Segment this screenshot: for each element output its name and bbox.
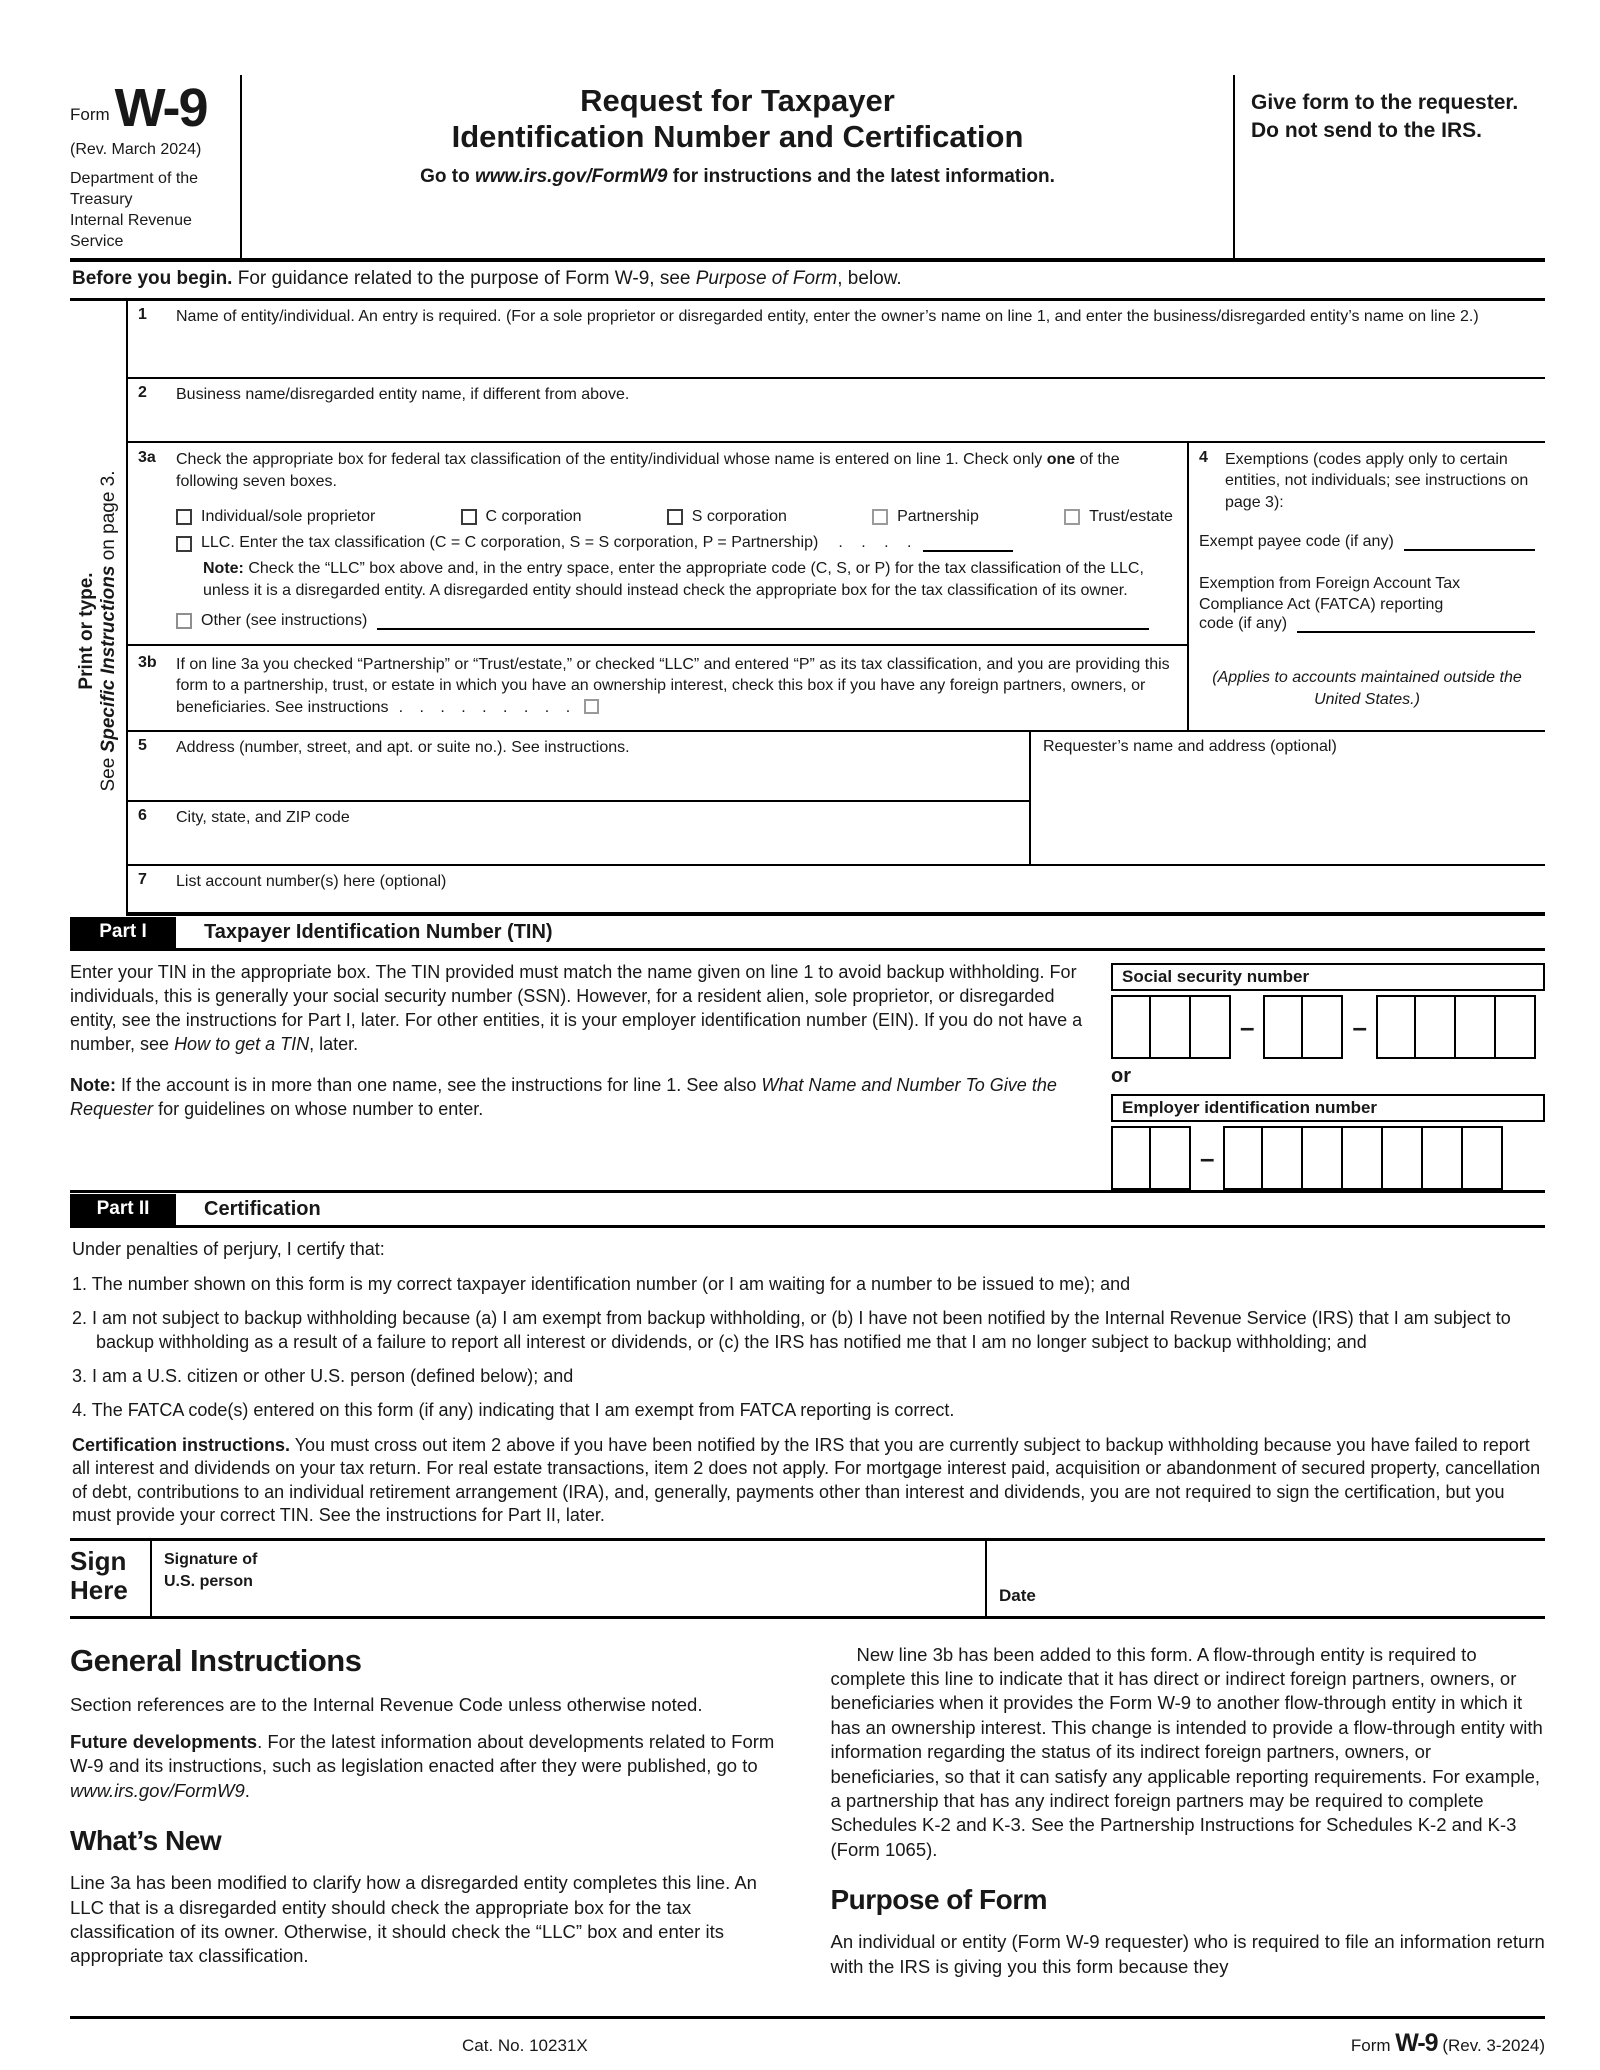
applies-note: (Applies to accounts maintained outside the United States.) bbox=[1212, 669, 1522, 708]
line6-label: City, state, and ZIP code bbox=[176, 809, 350, 827]
date-area[interactable] bbox=[985, 1541, 1545, 1615]
before-you-begin: Before you begin. For guidance related to the purpose of Form W-9, see Purpose of Form, below. bbox=[70, 262, 1545, 301]
line1-label: Name of entity/individual. An entry is required. (For a sole proprietor or disregarded entity, enter the owner’s name on line 1, and enter the business/disregarded entity’s name on line 2.) bbox=[176, 308, 1479, 326]
checkbox-s-corporation[interactable] bbox=[667, 509, 683, 525]
line7-account-numbers-input[interactable] bbox=[446, 871, 1535, 912]
line3a-section bbox=[128, 443, 1187, 730]
classification-llc bbox=[176, 534, 1177, 552]
line3-row bbox=[128, 443, 1545, 732]
form-body bbox=[70, 301, 1545, 916]
line7-number: 7 bbox=[138, 871, 147, 889]
department-lines bbox=[70, 169, 230, 252]
line7-label: List account number(s) here (optional) bbox=[176, 873, 447, 891]
exempt-payee-row bbox=[1199, 533, 1535, 551]
line3b-number: 3b bbox=[138, 653, 157, 671]
line5-row bbox=[128, 732, 1029, 802]
classification-other bbox=[176, 612, 1149, 630]
dot-leader: . . . . bbox=[838, 534, 912, 552]
ein-cell[interactable] bbox=[1111, 1126, 1151, 1190]
part2-title: Certification bbox=[204, 1198, 321, 1221]
new-line-3b-paragraph: New line 3b has been added to this form. A flow-through entity is required to complete this line to indicate that it has direct or indirect foreign partners, owners, or beneficiaries when it provides the Form W-9 to another flow-through entity in which it has an ownership interest. This change is intended to provide a flow-through entity with information regarding the status of its indirect foreign partners, owners, or beneficiaries, so that it can satisfy any applicable reporting requirements. For example, a partnership that has any indirect foreign partners may be required to complete Schedules K-2 and K-3. See the Partnership Instructions for Schedules K-2 and K-3 (Form 1065). bbox=[830, 1643, 1543, 1860]
ssn-cell[interactable] bbox=[1263, 995, 1303, 1059]
purpose-of-form-paragraph: An individual or entity (Form W-9 requester) who is required to file an information return with the IRS is giving you this form because they bbox=[830, 1931, 1545, 1977]
ein-dash: – bbox=[1200, 1142, 1215, 1173]
part2-header bbox=[70, 1194, 1545, 1228]
line6-row bbox=[128, 802, 1029, 864]
other-label: Other (see instructions) bbox=[201, 611, 368, 629]
certification-instructions: Certification instructions. You must cross out item 2 above if you have been notified by the IRS that you are currently subject to backup withholding because you have failed to report all interest and dividends on your tax return. For real estate transactions, item 2 does not apply. For mortgage interest paid, acquisition or abandonment of secured property, cancellation of debt, contributions to an individual retirement arrangement (IRA), and, generally, payments other than interest and dividends, you are not required to sign the certification, but you must provide your correct TIN. See the instructions for Part II, later. bbox=[72, 1434, 1541, 1525]
line2-row bbox=[128, 379, 1545, 443]
ssn-cell[interactable] bbox=[1456, 995, 1496, 1059]
checkbox-label: C corporation bbox=[485, 508, 582, 526]
ein-cell[interactable] bbox=[1263, 1126, 1303, 1190]
classification-s-corporation bbox=[667, 508, 787, 526]
signature-area[interactable] bbox=[150, 1541, 985, 1615]
form-header bbox=[70, 75, 1545, 262]
part2-body bbox=[70, 1228, 1545, 1527]
checkbox-individual-sole-proprietor[interactable] bbox=[176, 509, 192, 525]
ssn-cell[interactable] bbox=[1496, 995, 1536, 1059]
line5-number: 5 bbox=[138, 737, 147, 755]
fatca-row bbox=[1199, 615, 1535, 633]
llc-label: LLC. Enter the tax classification (C = C corporation, S = S corporation, P = Partnership) bbox=[201, 534, 819, 552]
fatca-code-input[interactable] bbox=[1297, 619, 1535, 633]
page-footer bbox=[70, 2016, 1545, 2058]
tax-classification-checkboxes bbox=[176, 508, 1173, 526]
instructions-right-column bbox=[831, 1643, 1546, 1992]
line1-number: 1 bbox=[138, 306, 147, 324]
form-number: W-9 bbox=[114, 78, 207, 138]
instructions-left-column bbox=[70, 1643, 785, 1992]
ssn-cell[interactable] bbox=[1191, 995, 1231, 1059]
exempt-payee-label: Exempt payee code (if any) bbox=[1199, 532, 1394, 550]
ssn-dash: – bbox=[1352, 1011, 1367, 1042]
ssn-cell[interactable] bbox=[1111, 995, 1151, 1059]
give-form-notice: Give form to the requester. Do not send to the IRS. bbox=[1233, 75, 1545, 258]
form-word: Form bbox=[70, 105, 110, 125]
fatca-label-line2: code (if any) bbox=[1199, 614, 1288, 632]
line4-label: Exemptions (codes apply only to certain entities, not individuals; see instructions on page 3): bbox=[1225, 451, 1529, 511]
ein-cell[interactable] bbox=[1463, 1126, 1503, 1190]
line1-name-input[interactable] bbox=[1479, 306, 1535, 377]
catalog-number: Cat. No. 10231X bbox=[462, 2036, 588, 2056]
ssn-dash: – bbox=[1240, 1011, 1255, 1042]
part1-header bbox=[70, 917, 1545, 951]
ein-cell[interactable] bbox=[1223, 1126, 1263, 1190]
tin-entry-area bbox=[1111, 961, 1545, 1190]
irs-url: www.irs.gov/FormW9 bbox=[70, 1779, 245, 1801]
checkbox-other[interactable] bbox=[176, 613, 192, 629]
signature-label-line2: U.S. person bbox=[164, 1572, 253, 1590]
ssn-cell[interactable] bbox=[1376, 995, 1416, 1059]
part1-label: Part I bbox=[70, 917, 176, 948]
tin-paragraph: Enter your TIN in the appropriate box. The TIN provided must match the name given on line 1 to avoid backup withholding. For individuals, this is generally your social security number (SSN). However, for a resident alien, sole proprietor, or disregarded entity, see the instructions for Part I, later. For other entities, it is your employer identification number (EIN). If you do not have a number, see How to get a TIN, later. bbox=[70, 962, 1083, 1054]
irs-url: www.irs.gov/FormW9 bbox=[474, 166, 668, 188]
line4-number: 4 bbox=[1199, 449, 1208, 467]
classification-partnership bbox=[872, 508, 979, 526]
certification-item-1: 1. The number shown on this form is my correct taxpayer identification number (or I am waiting for a number to be issued to me); and bbox=[72, 1273, 1131, 1294]
line2-business-name-input[interactable] bbox=[629, 384, 1535, 441]
fatca-label-line1: Exemption from Foreign Account Tax Compliance Act (FATCA) reporting bbox=[1199, 574, 1461, 613]
requester-box[interactable] bbox=[1029, 732, 1545, 864]
ssn-boxes bbox=[1111, 995, 1545, 1059]
purpose-of-form-heading: Purpose of Form bbox=[830, 1884, 1048, 1916]
tin-note-paragraph: Note: If the account is in more than one name, see the instructions for line 1. See also What Name and Number To Give the Requester for guidelines on whose number to enter. bbox=[70, 1075, 1057, 1120]
part2-label: Part II bbox=[70, 1194, 176, 1225]
section-references-paragraph: Section references are to the Internal Revenue Code unless otherwise noted. bbox=[70, 1693, 703, 1715]
instructions-section bbox=[70, 1619, 1545, 1992]
classification-individual bbox=[176, 508, 375, 526]
form-title-block bbox=[242, 75, 1233, 258]
part1-title: Taxpayer Identification Number (TIN) bbox=[204, 921, 553, 944]
certification-item-4: 4. The FATCA code(s) entered on this form (if any) indicating that I am exempt from FATCA reporting is correct. bbox=[72, 1400, 955, 1421]
certification-item-3: 3. I am a U.S. citizen or other U.S. person (defined below); and bbox=[72, 1366, 574, 1387]
whats-new-paragraph: Line 3a has been modified to clarify how a disregarded entity completes this line. An LLC that is a disregarded entity should check the appropriate box for the tax classification of its owner. Otherwise, it should check the “LLC” box and enter its appropriate tax classification. bbox=[70, 1872, 757, 1967]
signature-label-line1: Signature of bbox=[164, 1551, 258, 1569]
date-label: Date bbox=[999, 1585, 1036, 1605]
line3a-instructions: Check the appropriate box for federal tax classification of the entity/individual whose name is entered on line 1. Check only one of the following seven boxes. bbox=[176, 451, 1120, 490]
ein-label: Employer identification number bbox=[1111, 1094, 1545, 1122]
or-label: or bbox=[1111, 1065, 1131, 1088]
checkbox-trust-estate[interactable] bbox=[1064, 509, 1080, 525]
page-title: Request for Taxpayer Identification Number and Certification bbox=[451, 83, 1024, 154]
sidebar-rotated-text: Print or type. See Specific Instructions on page 3. bbox=[76, 351, 120, 911]
form-reference: Form W-9 (Rev. 3-2024) bbox=[1350, 2029, 1545, 2058]
line5-6-row bbox=[128, 732, 1545, 866]
checkbox-partnership[interactable] bbox=[872, 509, 888, 525]
form-rows bbox=[126, 301, 1545, 916]
line5-label: Address (number, street, and apt. or suite no.). See instructions. bbox=[176, 739, 630, 757]
department-line1: Department of the Treasury bbox=[70, 170, 199, 208]
whats-new-heading: What’s New bbox=[70, 1825, 222, 1857]
other-input[interactable] bbox=[377, 616, 1149, 630]
part1-body bbox=[70, 951, 1545, 1193]
llc-note: Note: Check the “LLC” box above and, in the entry space, enter the appropriate code (C, S, or P) for the tax classification of the LLC, unless it is a disregarded entity. A disregarded entity should instead check the appropriate box for the tax classification of its owner. bbox=[203, 560, 1144, 600]
form-revision: (Rev. March 2024) bbox=[70, 141, 202, 159]
line3b-text: If on line 3a you checked “Partnership” or “Trust/estate,” or checked “LLC” and entered “P” as its tax classification, and you are providing this form to a partnership, trust, or estate in which you have an ownership interest, check this box if you have any foreign partners, owners, or beneficiaries. See instructions . . . . . . . . . bbox=[176, 655, 1170, 716]
line2-number: 2 bbox=[138, 384, 147, 402]
checkbox-label: Trust/estate bbox=[1089, 508, 1173, 526]
line4-section bbox=[1187, 443, 1545, 730]
classification-c-corporation bbox=[461, 508, 582, 526]
department-line2: Internal Revenue Service bbox=[70, 211, 192, 250]
line3a-number: 3a bbox=[138, 449, 156, 467]
sign-here-section bbox=[70, 1538, 1545, 1618]
line5-address-input[interactable] bbox=[630, 737, 1019, 800]
checkbox-llc[interactable] bbox=[176, 536, 192, 552]
sidebar-print-or-type bbox=[70, 301, 126, 916]
ssn-cell[interactable] bbox=[1416, 995, 1456, 1059]
dot-leader: . . . . . . . . . bbox=[398, 698, 571, 716]
exempt-payee-code-input[interactable] bbox=[1404, 537, 1535, 551]
ein-cell[interactable] bbox=[1151, 1126, 1191, 1190]
checkbox-c-corporation[interactable] bbox=[461, 509, 477, 525]
line2-label: Business name/disregarded entity name, if different from above. bbox=[176, 386, 630, 404]
line3b-section bbox=[128, 644, 1187, 731]
sign-here-label: Sign Here bbox=[70, 1546, 128, 1606]
ssn-cell[interactable] bbox=[1151, 995, 1191, 1059]
checkbox-label: Partnership bbox=[897, 508, 979, 526]
checkbox-label: S corporation bbox=[691, 508, 787, 526]
certification-item-2: 2. I am not subject to backup withholding because (a) I am exempt from backup withholding, or (b) I have not been notified by the Internal Revenue Service (IRS) that I am subject to backup withholding as a result of a failure to report all interest or dividends, or (c) the IRS has notified me that I am no longer subject to backup withholding; and bbox=[72, 1308, 1511, 1352]
requester-label: Requester’s name and address (optional) bbox=[1043, 738, 1337, 756]
ssn-cell[interactable] bbox=[1303, 995, 1343, 1059]
checkbox-label: Individual/sole proprietor bbox=[201, 508, 376, 526]
print-or-type-label: Print or type. bbox=[76, 572, 97, 690]
ein-boxes bbox=[1111, 1126, 1545, 1190]
ein-cell[interactable] bbox=[1343, 1126, 1383, 1190]
line6-number: 6 bbox=[138, 807, 147, 825]
line1-row bbox=[128, 301, 1545, 379]
line6-city-state-zip-input[interactable] bbox=[350, 807, 1019, 864]
classification-trust-estate bbox=[1064, 508, 1173, 526]
goto-line: Go to www.irs.gov/FormW9 for instructions and the latest information. bbox=[420, 166, 1055, 188]
checkbox-foreign-partners[interactable] bbox=[584, 699, 599, 714]
certification-intro: Under penalties of perjury, I certify that: bbox=[72, 1239, 385, 1260]
future-developments-paragraph: Future developments. For the latest information about developments related to Form W-9 and its instructions, such as legislation enacted after they were published, go to www.irs.gov/FormW9. bbox=[70, 1730, 775, 1801]
ein-cell[interactable] bbox=[1423, 1126, 1463, 1190]
llc-code-input[interactable] bbox=[923, 537, 1013, 552]
ein-cell[interactable] bbox=[1383, 1126, 1423, 1190]
form-id-block bbox=[70, 75, 242, 258]
part1-instructions bbox=[70, 961, 1111, 1190]
general-instructions-heading: General Instructions bbox=[70, 1642, 362, 1678]
line7-row bbox=[128, 866, 1545, 916]
ein-cell[interactable] bbox=[1303, 1126, 1343, 1190]
ssn-label: Social security number bbox=[1111, 963, 1545, 991]
